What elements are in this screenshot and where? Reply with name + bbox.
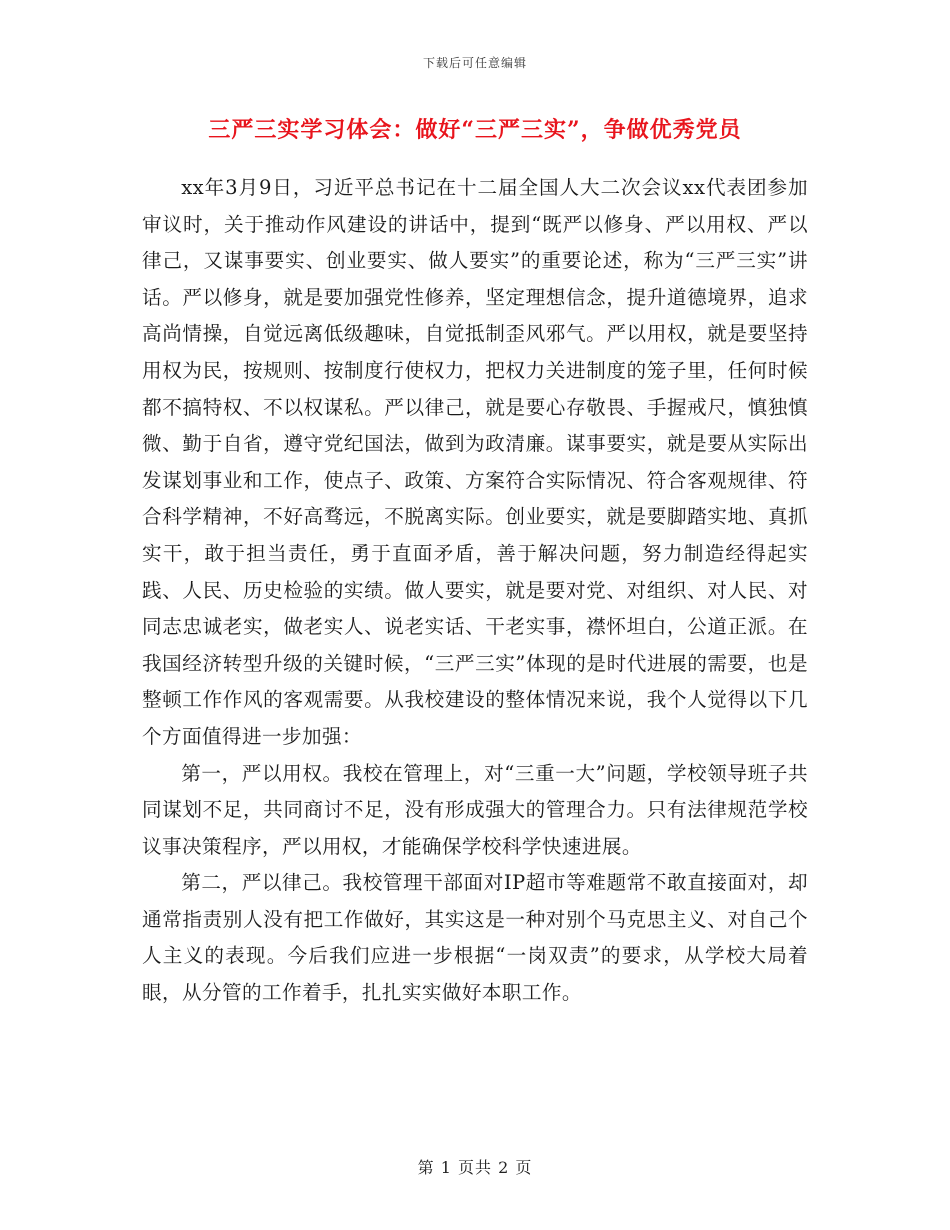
header-note: 下载后可任意编辑 xyxy=(422,56,527,70)
document-title: 三严三实学习体会：做好“三严三实”，争做优秀党员 xyxy=(208,117,742,143)
page-indicator: 第 1 页共 2 页 xyxy=(417,1158,533,1177)
paragraph-intro: xx年3月9日，习近平总书记在十二届全国人大二次会议xx代表团参加审议时，关于推动作风建设的讲话中，提到“既严以修身、严以用权、严以律己，又谋事要实、创业要实、做人要实”的重要论述，称为“三严三实”讲话。严以修身，就是要加强党性修养，坚定理想信念，提升道德境界，追求高尚情操，自觉远离低级趣味，自觉抵制歪风邪气。严以用权，就是要坚持用权为民，按规则、按制度行使权力，把权力关进制度的笼子里，任何时候都不搞特权、不以权谋私。严以律己，就是要心存敬畏、手握戒尺，慎独慎微、勤于自省，遵守党纪国法，做到为政清廉。谋事要实，就是要从实际出发谋划事业和工作，使点子、政策、方案符合实际情况、符合客观规律、符合科学精神，不好高骛远，不脱离实际。创业要实，就是要脚踏实地、真抓实干，敢于担当责任，勇于直面矛盾，善于解决问题，努力制造经得起实践、人民、历史检验的实绩。做人要实，就是要对党、对组织、对人民、对同志忠诚老实，做老实人、说老实话、干老实事，襟怀坦白，公道正派。在我国经济转型升级的关键时候，“三严三实”体现的是时代进展的需要，也是整顿工作作风的客观需要。从我校建设的整体情况来说，我个人觉得以下几个方面值得进一步加强： xyxy=(142,176,808,748)
document-body xyxy=(142,170,808,1012)
paragraph-second-point: 第二，严以律己。我校管理干部面对IP超市等难题常不敢直接面对，却通常指责别人没有把工作做好，其实这是一种对别个马克思主义、对自己个人主义的表现。今后我们应进一步根据“一岗双责”的要求，从学校大局着眼，从分管的工作着手，扎扎实实做好本职工作。 xyxy=(142,871,808,1005)
paragraph-first-point: 第一，严以用权。我校在管理上，对“三重一大”问题，学校领导班子共同谋划不足，共同商讨不足，没有形成强大的管理合力。只有法律规范学校议事决策程序，严以用权，才能确保学校科学快速进展。 xyxy=(142,761,808,858)
